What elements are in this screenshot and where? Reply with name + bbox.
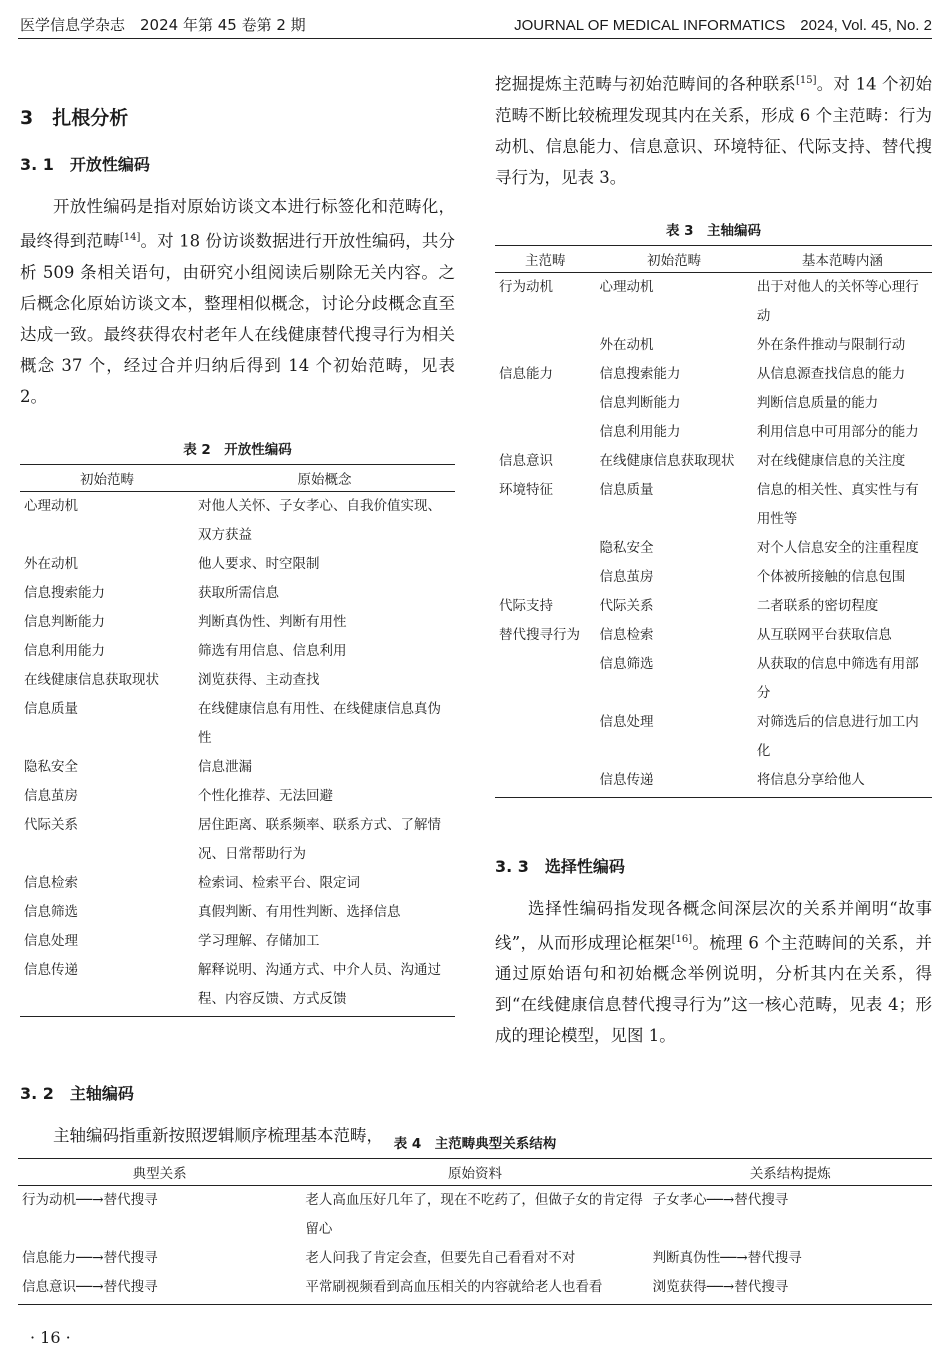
table-cell: 在线健康信息获取现状	[599, 452, 735, 469]
table-row	[20, 695, 455, 753]
table-cell: 解释说明、沟通方式、中介人员、沟通过程、内容反馈、方式反馈	[194, 956, 455, 1017]
table-cell: 信息判断能力	[599, 394, 681, 411]
table-row	[495, 272, 932, 331]
table-2-header: 原始概念	[194, 464, 455, 491]
table-row	[495, 447, 932, 476]
table-cell: 信息质量	[599, 481, 654, 498]
table-cell: 信息利用能力	[599, 423, 681, 440]
table-row	[20, 550, 455, 579]
table-row	[495, 389, 932, 418]
table-cell: 信息能力──→替代搜寻	[22, 1250, 158, 1266]
table-cell: 信息茧房	[599, 568, 654, 585]
right-column	[495, 65, 932, 1051]
table-cell: 判断信息质量的能力	[756, 394, 879, 411]
table-cell: 信息能力	[499, 365, 553, 382]
table-cell: 心理动机	[599, 278, 654, 295]
table-cell: 环境特征	[499, 481, 553, 498]
table-cell: 信息处理	[24, 932, 78, 949]
table-cell	[495, 389, 596, 418]
table-4-header: 原始资料	[301, 1159, 648, 1186]
section-3-2-title: 3. 2 主轴编码	[20, 1083, 134, 1103]
table-row	[20, 869, 455, 898]
table-row	[20, 927, 455, 956]
section-3-title: 3 扎根分析	[20, 107, 129, 129]
table-cell: 在线健康信息获取现状	[24, 671, 159, 688]
table-cell: 外在动机	[599, 336, 654, 353]
table-cell: 代际支持	[499, 597, 553, 614]
table-row	[20, 956, 455, 1017]
table-cell: 行为动机	[499, 278, 553, 295]
table-cell: 在线健康信息有用性、在线健康信息真伪性	[198, 700, 441, 746]
journal-header-en: JOURNAL OF MEDICAL INFORMATICS 2024, Vol. 45, No. 2	[514, 17, 932, 34]
citation-15: [15]	[795, 75, 817, 86]
table-cell: 信息搜索能力	[599, 365, 681, 382]
table-row	[20, 811, 455, 869]
table-4-caption: 表 4 主范畴典型关系结构	[393, 1136, 557, 1152]
table-3-caption: 表 3 主轴编码	[665, 222, 762, 239]
table-row	[495, 766, 932, 798]
table-cell: 对筛选后的信息进行加工内化	[756, 713, 919, 759]
table-cell: 信息泄漏	[198, 758, 252, 775]
table-cell: 信息利用能力	[24, 642, 105, 659]
table-row	[495, 476, 932, 534]
table-cell: 浏览获得、主动查找	[198, 671, 320, 688]
table-row	[495, 534, 932, 563]
table-2	[20, 464, 455, 1017]
table-3-header: 初始范畴	[596, 245, 753, 272]
table-cell: 对他人关怀、子女孝心、自我价值实现、双方获益	[198, 497, 441, 543]
table-cell: 个性化推荐、无法回避	[198, 787, 333, 804]
table-cell: 获取所需信息	[198, 584, 279, 601]
table-cell	[495, 331, 596, 360]
table-cell: 个体被所接触的信息包围	[756, 568, 906, 585]
table-row	[495, 418, 932, 447]
table-cell: 检索词、检索平台、限定词	[198, 874, 360, 891]
table-cell: 信息传递	[20, 956, 194, 1017]
section-3-2-paragraph-cont: 挖掘提炼主范畴与初始范畴间的各种联系[15]。对 14 个初始范畴不断比较梳理发现其内在关系，形成 6 个主范畴：行为动机、信息能力、信息意识、环境特征、代际支持、替代搜寻行为，见表 3。	[495, 74, 932, 187]
table-cell: 从获取的信息中筛选有用部分	[756, 655, 919, 701]
table-cell: 信息筛选	[24, 903, 78, 920]
table-cell: 老人高血压好几年了，现在不吃药了，但做子女的肯定得留心	[305, 1192, 643, 1237]
header-divider	[18, 38, 932, 39]
table-cell: 外在动机	[24, 555, 78, 572]
table-4-header: 关系结构提炼	[649, 1159, 932, 1186]
table-cell: 信息筛选	[599, 655, 654, 672]
citation-16: [16]	[671, 933, 693, 945]
table-3-header: 主范畴	[495, 245, 596, 272]
table-cell: 信息的相关性、真实性与有用性等	[756, 481, 919, 527]
section-3-1-title: 3. 1 开放性编码	[20, 155, 150, 174]
table-cell: 筛选有用信息、信息利用	[198, 642, 347, 659]
table-cell: 信息检索	[24, 874, 78, 891]
table-row	[20, 782, 455, 811]
table-cell: 信息茧房	[24, 787, 78, 804]
table-cell: 信息搜索能力	[24, 584, 105, 601]
section-3-2-paragraph-start: 主轴编码指重新按照逻辑顺序梳理基本范畴，	[53, 1125, 383, 1145]
table-cell: 学习理解、存储加工	[198, 932, 320, 949]
table-cell: 从信息源查找信息的能力	[756, 365, 906, 382]
table-row	[20, 898, 455, 927]
table-cell: 信息处理	[599, 713, 654, 730]
table-4	[18, 1158, 932, 1305]
table-row	[495, 360, 932, 389]
table-cell: 信息传递	[596, 766, 753, 798]
table-cell: 出于对他人的关怀等心理行动	[756, 278, 919, 324]
citation-14: [14]	[119, 232, 141, 243]
table-row	[20, 491, 455, 550]
left-column	[20, 65, 455, 1151]
table-cell: 二者联系的密切程度	[756, 597, 879, 614]
table-row	[20, 753, 455, 782]
table-cell	[495, 650, 596, 708]
table-cell: 从互联网平台获取信息	[756, 626, 892, 643]
table-cell: 替代搜寻行为	[499, 626, 580, 643]
journal-header-cn: 医学信息学杂志 2024 年第 45 卷第 2 期	[20, 16, 306, 34]
table-row	[18, 1273, 932, 1305]
table-cell: 将信息分享给他人	[753, 766, 932, 798]
table-row	[495, 592, 932, 621]
table-cell: 真假判断、有用性判断、选择信息	[198, 903, 401, 920]
table-4-block	[18, 1132, 932, 1305]
table-3	[495, 245, 932, 798]
table-cell	[495, 534, 596, 563]
table-cell: 平常刷视频看到高血压相关的内容就给老人也看看	[301, 1273, 648, 1305]
table-row	[20, 579, 455, 608]
table-row	[495, 708, 932, 766]
table-cell: 老人问我了肯定会查，但要先自己看看对不对	[305, 1250, 576, 1266]
table-cell: 对在线健康信息的关注度	[756, 452, 906, 469]
table-cell: 信息质量	[24, 700, 78, 717]
table-row	[20, 666, 455, 695]
section-3-3-paragraph: 选择性编码指发现各概念间深层次的关系并阐明“故事线”，从而形成理论框架[16]。梳理 6 个主范畴间的关系，并通过原始语句和初始概念举例说明，分析其内在关系，得到“在线健康信息替代搜寻行为”这一核心范畴，见表 4；形成的理论模型，见图 1。	[495, 898, 932, 1045]
table-4-header: 典型关系	[18, 1159, 301, 1186]
table-cell: 对个人信息安全的注重程度	[756, 539, 919, 556]
table-2-header: 初始范畴	[20, 464, 194, 491]
table-cell: 信息意识──→替代搜寻	[18, 1273, 301, 1305]
table-cell: 信息检索	[599, 626, 654, 643]
table-row	[495, 650, 932, 708]
table-cell: 利用信息中可用部分的能力	[756, 423, 919, 440]
table-cell: 他人要求、时空限制	[198, 555, 320, 572]
table-cell: 子女孝心──→替代搜寻	[652, 1192, 789, 1208]
table-cell: 隐私安全	[599, 539, 654, 556]
section-3-1-paragraph: 开放性编码是指对原始访谈文本进行标签化和范畴化，最终得到范畴[14]。对 18 份访谈数据进行开放性编码，共分析 509 条相关语句，由研究小组阅读后剔除无关内容。之后概念化原始访谈文本，整理相似概念，讨论分歧概念直至达成一致。最终获得农村老年人在线健康替代搜寻行为相关概念 37 个，经过合并归纳后得到 14 个初始范畴，见表 2。	[20, 197, 455, 406]
table-row	[20, 637, 455, 666]
page-number: · 16 ·	[30, 1328, 71, 1347]
table-row	[20, 608, 455, 637]
table-cell: 浏览获得──→替代搜寻	[649, 1273, 932, 1305]
table-cell: 行为动机──→替代搜寻	[22, 1192, 158, 1208]
table-cell: 判断真伪性──→替代搜寻	[652, 1250, 802, 1266]
table-row	[495, 331, 932, 360]
table-cell: 心理动机	[24, 497, 78, 514]
table-cell: 信息判断能力	[24, 613, 105, 630]
table-2-caption: 表 2 开放性编码	[183, 441, 292, 458]
section-3-3-title: 3. 3 选择性编码	[495, 856, 625, 876]
table-row	[18, 1244, 932, 1273]
table-cell: 隐私安全	[24, 758, 78, 775]
table-row	[18, 1186, 932, 1245]
table-cell	[495, 563, 596, 592]
table-cell: 代际关系	[24, 816, 78, 833]
table-row	[495, 621, 932, 650]
table-cell: 判断真伪性、判断有用性	[198, 613, 347, 630]
table-cell	[495, 708, 596, 766]
table-cell	[495, 418, 596, 447]
table-cell: 代际关系	[599, 597, 654, 614]
table-cell: 信息意识	[499, 452, 553, 469]
table-cell: 外在条件推动与限制行动	[756, 336, 906, 353]
table-3-header: 基本范畴内涵	[753, 245, 932, 272]
table-cell: 居住距离、联系频率、联系方式、了解情况、日常帮助行为	[198, 816, 441, 862]
table-row	[495, 563, 932, 592]
table-cell	[495, 766, 596, 798]
